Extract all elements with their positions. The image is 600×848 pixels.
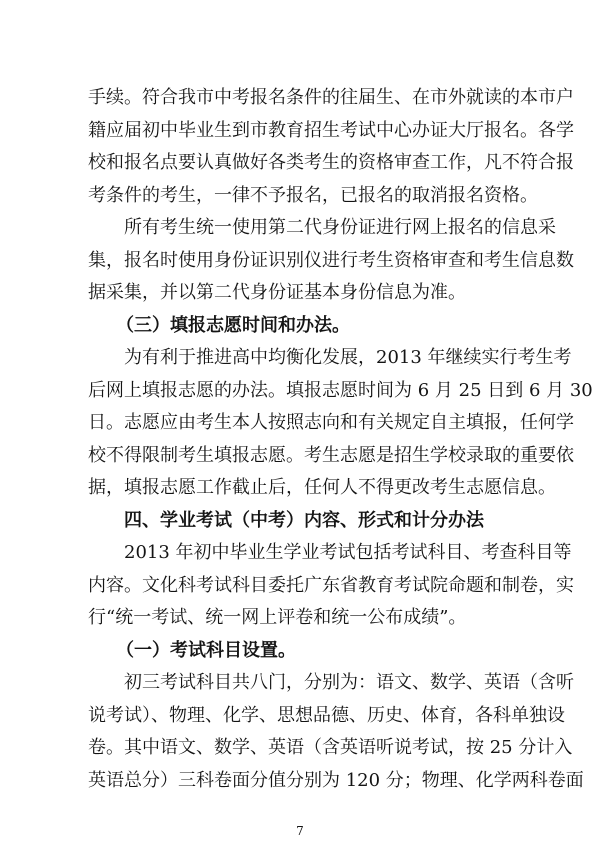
body-text-line: 所有考生统一使用第二代身份证进行网上报名的信息采 — [124, 217, 556, 238]
page-number: 7 — [296, 824, 304, 838]
body-text-line: 据，填报志愿工作截止后，任何人不得更改考生志愿信息。 — [88, 477, 556, 498]
section-heading: 四、学业考试（中考）内容、形式和计分办法 — [124, 509, 484, 531]
body-text-line: 手续。符合我市中考报名条件的往届生、在市外就读的本市户 — [88, 87, 574, 108]
body-text-line: 校和报名点要认真做好各类考生的资格审查工作，凡不符合报 — [88, 152, 574, 173]
body-text-line: 籍应届初中毕业生到市教育招生考试中心办证大厅报名。各学 — [88, 119, 574, 141]
body-text-line: 集，报名时使用身份证识别仪进行考生资格审查和考生信息数 — [88, 249, 574, 271]
body-text-line: 校不得限制考生填报志愿。考生志愿是招生学校录取的重要依 — [88, 444, 574, 466]
section-heading: （三）填报志愿时间和办法。 — [116, 314, 350, 336]
body-text-line: 英语总分）三科卷面分值分别为 120 分；物理、化学两科卷面 — [88, 769, 584, 791]
body-text-line: 日。志愿应由考生本人按照志向和有关规定自主填报，任何学 — [88, 412, 574, 433]
section-heading: （一）考试科目设置。 — [116, 639, 296, 661]
body-text-line: 行“统一考试、统一网上评卷和统一公布成绩”。 — [88, 607, 467, 628]
body-text-line: 卷。其中语文、数学、英语（含英语听说考试，按 25 分计入 — [88, 737, 573, 758]
body-text-line: 后网上填报志愿的办法。填报志愿时间为 6 月 25 日到 6 月 30 — [88, 379, 593, 401]
body-text-line: 2013 年初中毕业生学业考试包括考试科目、考查科目等 — [124, 542, 572, 563]
body-text-line: 为有利于推进高中均衡化发展，2013 年继续实行考生考 — [124, 347, 572, 368]
body-text-line: 初三考试科目共八门，分别为：语文、数学、英语（含听 — [124, 672, 574, 693]
body-text-line: 说考试）、物理、化学、思想品德、历史、体育，各科单独设 — [88, 704, 565, 726]
body-text-line: 内容。文化科考试科目委托广东省教育考试院命题和制卷，实 — [88, 574, 574, 596]
body-text-line: 据采集，并以第二代身份证基本身份信息为准。 — [88, 282, 466, 303]
body-text-line: 考条件的考生，一律不予报名，已报名的取消报名资格。 — [88, 184, 538, 206]
